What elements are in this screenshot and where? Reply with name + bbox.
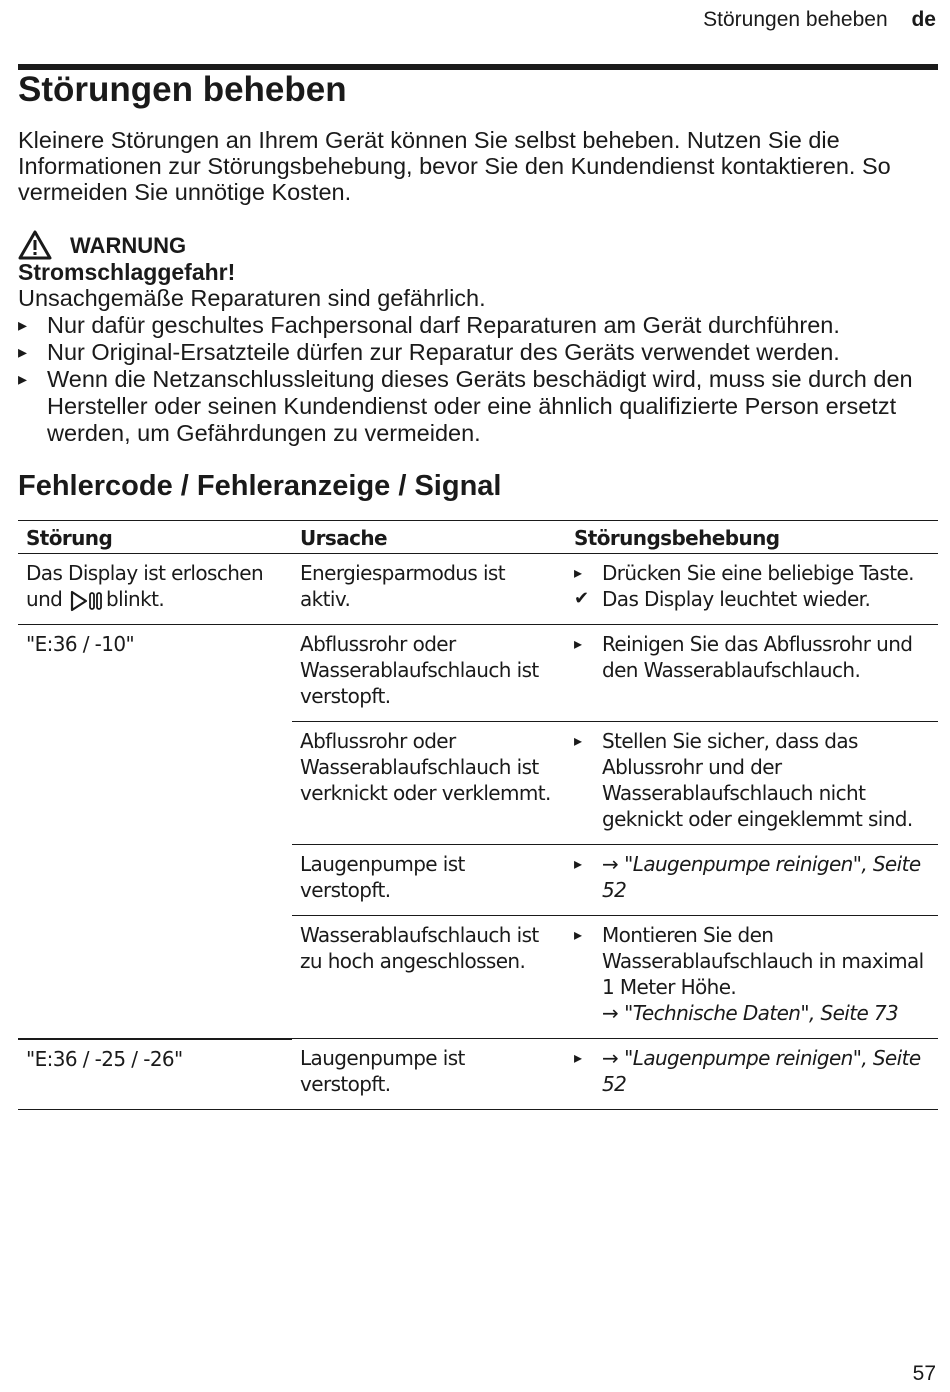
warning-list xyxy=(18,312,938,447)
cause-cell: Wasserablaufschlauch ist zu hoch angeschlossen. xyxy=(292,916,566,1039)
warning-title xyxy=(18,230,938,260)
section-title: Fehlercode / Fehleranzeige / Signal xyxy=(18,470,502,502)
fix-cell xyxy=(566,916,938,1039)
bullet-icon: ▸ xyxy=(574,1048,582,1067)
reference-text: "Technische Daten", Seite 73 xyxy=(624,1001,899,1025)
fault-cell: "E:36 / -10" xyxy=(18,625,292,1039)
fix-step xyxy=(574,922,930,1026)
fault-cell: "E:36 / -25 / -26" xyxy=(18,1039,292,1110)
running-header xyxy=(703,8,936,32)
warning-item: ▸ Wenn die Netzanschlussleitung dieses Geräts beschädigt wird, muss sie durch den Hersteller oder seinen Kundendienst oder eine ähnlich qualifizierte Person ersetzt werden, um Gefährdungen zu vermeiden. xyxy=(18,366,938,447)
cross-reference-link[interactable] xyxy=(602,1046,921,1096)
fix-step xyxy=(574,631,930,683)
fix-cell xyxy=(566,554,938,625)
table-row xyxy=(18,625,938,722)
bullet-icon: ▸ xyxy=(574,563,582,582)
warning-label: WARNUNG xyxy=(70,232,187,258)
cross-reference-link[interactable] xyxy=(602,852,921,902)
page-title: Störungen beheben xyxy=(18,70,347,109)
arrow-right-icon: → xyxy=(602,852,619,876)
arrow-right-icon: → xyxy=(602,1001,619,1025)
intro-paragraph: Kleinere Störungen an Ihrem Gerät können Sie selbst beheben. Nutzen Sie die Informationen zur Störungsbehebung, bevor Sie den Kundendienst kontaktieren. So vermeiden Sie unnötige Kosten. xyxy=(18,127,891,205)
cause-cell: Energiesparmodus ist aktiv. xyxy=(292,554,566,625)
column-header: Ursache xyxy=(292,521,566,554)
checkmark-icon: ✔ xyxy=(574,588,589,609)
column-header: Störungsbehebung xyxy=(566,521,938,554)
table-row xyxy=(18,554,938,625)
fault-text: blinkt. xyxy=(106,587,165,611)
header-language: de xyxy=(911,8,936,31)
bullet-icon: ▸ xyxy=(574,854,582,873)
page-number: 57 xyxy=(912,1362,936,1385)
fault-cell xyxy=(18,554,292,625)
bullet-icon: ▸ xyxy=(574,925,582,944)
fix-text: Stellen Sie sicher, dass das Ablussrohr und der Wasserablaufschlauch nicht geknickt oder eingeklemmt sind. xyxy=(602,729,913,831)
bullet-icon: ▸ xyxy=(574,634,582,653)
cause-cell: Laugenpumpe ist verstopft. xyxy=(292,845,566,916)
fix-result xyxy=(574,586,930,612)
warning-box xyxy=(18,230,938,447)
fix-step xyxy=(574,851,930,903)
arrow-right-icon: → xyxy=(602,1046,619,1070)
cause-cell: Laugenpumpe ist verstopft. xyxy=(292,1039,566,1110)
table-row xyxy=(18,1039,938,1110)
fix-step xyxy=(574,560,930,586)
fix-cell xyxy=(566,722,938,845)
fix-step xyxy=(574,728,930,832)
reference-text: "Laugenpumpe reinigen", Seite 52 xyxy=(602,852,921,902)
fix-step xyxy=(574,1045,930,1097)
fix-cell xyxy=(566,625,938,722)
error-code-table xyxy=(18,520,938,1110)
cause-cell: Abflussrohr oder Wasserablaufschlauch ist verstopft. xyxy=(292,625,566,722)
fix-cell xyxy=(566,1039,938,1110)
play-pause-icon xyxy=(70,590,104,612)
column-header: Störung xyxy=(18,521,292,554)
table-header-row xyxy=(18,521,938,554)
warning-item: ▸ Nur dafür geschultes Fachpersonal darf Reparaturen am Gerät durchführen. xyxy=(18,312,938,339)
fix-text: Montieren Sie den Wasserablaufschlauch in maximal 1 Meter Höhe. xyxy=(602,923,924,999)
warning-triangle-icon xyxy=(18,230,52,260)
fault-text: Das Display ist erloschen und xyxy=(26,561,264,611)
warning-item: ▸ Nur Original-Ersatzteile dürfen zur Reparatur des Geräts verwendet werden. xyxy=(18,339,938,366)
result-text: Das Display leuchtet wieder. xyxy=(602,587,871,611)
header-section-title: Störungen beheben xyxy=(703,8,888,31)
bullet-icon: ▸ xyxy=(574,731,582,750)
warning-subtitle: Stromschlaggefahr! xyxy=(18,259,236,285)
warning-text: Unsachgemäße Reparaturen sind gefährlich. xyxy=(18,285,486,311)
fix-text: Drücken Sie eine beliebige Taste. xyxy=(602,561,914,585)
cross-reference-link[interactable] xyxy=(602,1001,898,1025)
fix-cell xyxy=(566,845,938,916)
reference-text: "Laugenpumpe reinigen", Seite 52 xyxy=(602,1046,921,1096)
fix-text: Reinigen Sie das Abflussrohr und den Wasserablaufschlauch. xyxy=(602,632,913,682)
cause-cell: Abflussrohr oder Wasserablaufschlauch ist verknickt oder verklemmt. xyxy=(292,722,566,845)
